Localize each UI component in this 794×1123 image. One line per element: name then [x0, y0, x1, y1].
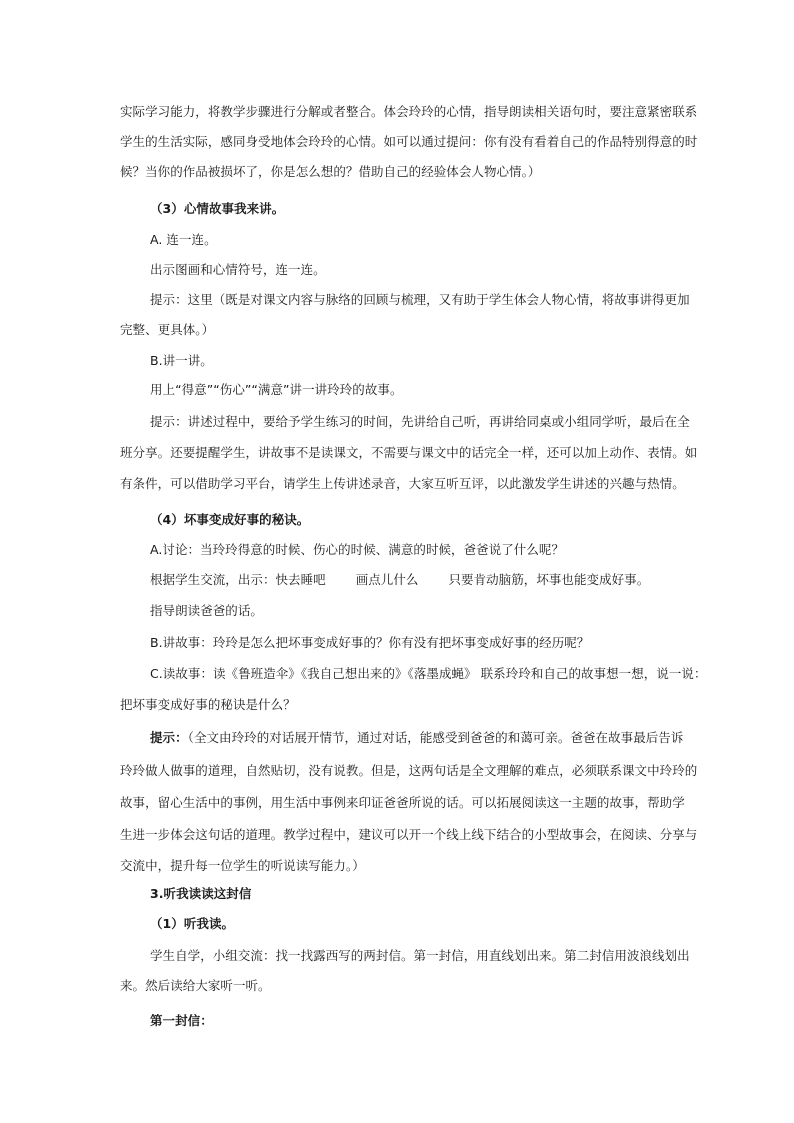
tip-text: （全文由玲玲的对话展开情节，通过对话，能感受到爸爸的和蔼可亲。爸爸在故事最后告诉: [187, 730, 684, 745]
paragraph-line: 玲玲做人做事的道理，自然贴切，没有说教。但是，这两句话是全文理解的难点，必须联系课文中玲玲的: [120, 763, 698, 778]
paragraph-line: 来。然后读给大家听一听。: [120, 978, 271, 993]
exchange-text: 只要肯动脑筋，坏事也能变成好事。: [448, 572, 650, 587]
paragraph-line: 有条件，可以借助学习平台，请学生上传讲述录音，大家互听互评，以此激发学生讲述的兴趣与热情。: [120, 476, 685, 491]
paragraph-line: B.讲故事：玲玲是怎么把坏事变成好事的？你有没有把坏事变成好事的经历呢？: [150, 635, 590, 650]
paragraph-line: 实际学习能力，将教学步骤进行分解或者整合。体会玲玲的心情，指导朗读相关语句时，要注意紧密联系: [120, 104, 698, 119]
paragraph-line: 学生的生活实际，感同身受地体会玲玲的心情。如可以通过提问：你有没有看着自己的作品特别得意的时: [120, 134, 698, 149]
section-heading: 3.听我读读这封信: [150, 886, 252, 901]
paragraph-line: 学生自学，小组交流：找一找露西写的两封信。第一封信，用直线划出来。第二封信用波浪线划出: [150, 948, 690, 963]
paragraph-line: 提示：讲述过程中，要给予学生练习的时间，先讲给自己听，再讲给同桌或小组同学听，最后在全: [150, 414, 690, 429]
section-heading: （3）心情故事我来讲。: [150, 201, 285, 216]
paragraph-line: [150, 572, 649, 588]
exchange-text: 根据学生交流，出示：快去睡吧: [150, 572, 326, 587]
paragraph-line: C.读故事：读《鲁班造伞》《我自己想出来的》《落墨成蝇》 联系玲玲和自己的故事想一想，说一说：: [150, 666, 707, 681]
paragraph-line: 交流中，提升每一位学生的听说读写能力。）: [120, 858, 365, 873]
paragraph-line: B.讲一讲。: [150, 353, 213, 368]
paragraph-line: 提示：这里（既是对课文内容与脉络的回顾与梳理，又有助于学生体会人物心情，将故事讲得更加: [150, 292, 690, 307]
section-heading: （4）坏事变成好事的秘诀。: [150, 512, 310, 527]
paragraph-line: [150, 730, 683, 746]
paragraph-line: 候？当你的作品被损坏了，你是怎么想的？借助自己的经验体会人物心情。）: [120, 164, 541, 179]
paragraph-line: 用上“得意”“伤心”“满意”讲一讲玲玲的故事。: [150, 382, 403, 397]
exchange-text: 画点儿什么: [355, 572, 419, 587]
paragraph-line: A. 连一连。: [150, 232, 217, 247]
section-heading: 第一封信：: [150, 1013, 213, 1028]
paragraph-line: 出示图画和心情符号，连一连。: [150, 262, 326, 277]
paragraph-line: 指导朗读爸爸的话。: [150, 603, 263, 618]
section-heading: （1）听我读。: [150, 916, 235, 931]
paragraph-line: 把坏事变成好事的秘诀是什么？: [120, 697, 296, 712]
tip-label: 提示：: [150, 730, 188, 745]
paragraph-line: 完整、更具体。）: [120, 322, 215, 337]
paragraph-line: 班分享。还要提醒学生，讲故事不是读课文，不需要与课文中的话完全一样，还可以加上动作、表情。如: [120, 445, 698, 460]
paragraph-line: 故事，留心生活中的事例，用生活中事例来印证爸爸所说的话。可以拓展阅读这一主题的故事，帮助学: [120, 795, 685, 810]
paragraph-line: 生进一步体会这句话的道理。教学过程中，建议可以开一个线上线下结合的小型故事会，在阅读、分享与: [120, 827, 698, 842]
paragraph-line: A.讨论：当玲玲得意的时候、伤心的时候、满意的时候，爸爸说了什么呢？: [150, 542, 565, 557]
